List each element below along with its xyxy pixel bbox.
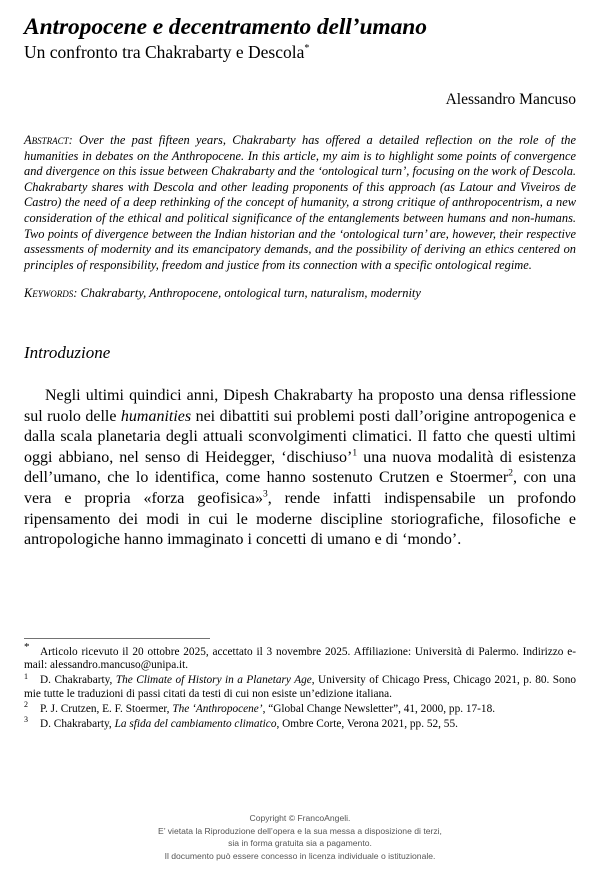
footnote-item: 2 P. J. Crutzen, E. F. Stoermer, The ‘Anthropocene’, “Global Change Newsletter”, 41, 2000, pp. 17-18.	[24, 699, 496, 715]
subtitle-footnote-marker: *	[304, 43, 310, 55]
footnote-text-part-1: P. J. Crutzen, E. F. Stoermer,	[40, 702, 173, 715]
footnote-separator-rule	[24, 638, 210, 639]
abstract-text: Over the past fifteen years, Chakrabarty has offered a detailed reflection on the role of the humanities in debates on the Anthropocene. In this article, my aim is to highlight some points of convergence and divergence on this issue between Chakrabarty and the ‘ontological turn’, focusing on the work of Descola. Chakrabarty shares with Descola and other leading proponents of this approach (as Latour and Viveiros de Castro) the need of a deep rethinking of the concept of humanity, a strong critique of anthropocentrism, a new consideration of the ethical and political significance of the entanglements between humans and non-humans. Two points of divergence between the Indian historian and the ‘ontological turn’ are, however, their respective assessments of modernity and its emancipatory demands, and the possibility of deriving an ethics centered on principles of responsibility, freedom and justice from its connection with a specific ontological regime.	[24, 133, 576, 272]
body-text-part-4: , con una vera e propria «forza geofisica»	[24, 469, 576, 507]
body-text-part-2: nei dibattiti sui problemi posti dall’origine antropogenica e dalla scala planetaria degli attuali sconvolgimenti climatici. Il fatto che questi ultimi oggi abbiano, nel senso di Heidegger, ‘dischiuso’	[24, 407, 576, 466]
article-content	[24, 14, 576, 551]
body-paragraph-1	[24, 386, 576, 551]
body-text-part-5: , rende infatti indispensabile un profondo ripensamento dei modi in cui le moderne discipline storiografiche, filosofiche e antropologiche hanno immaginato i concetti di umano e di ‘mondo’.	[24, 489, 577, 549]
footnotes-section	[24, 641, 576, 732]
keywords-label: Keywords:	[24, 286, 78, 301]
subtitle-text: Un confronto tra Chakrabarty e Descola	[24, 42, 305, 62]
footnote-item: 3 D. Chakrabarty, La sfida del cambiamento climatico, Ombre Corte, Verona 2021, pp. 52, 55.	[24, 714, 458, 730]
footnote-text-part-2: , “Global Change Newsletter”, 41, 2000, pp. 17-18.	[262, 702, 496, 715]
body-text-part-3: una nuova modalità di esistenza dell’umano, che lo identifica, come hanno sostenuto Crutzen e Stoermer	[24, 448, 577, 487]
footer-line-3: sia in forma gratuita sia a pagamento.	[228, 838, 372, 849]
footnote-item: 1 D. Chakrabarty, The Climate of History in a Planetary Age, University of Chicago Press, Chicago 2021, p. 80. Sono mie tutte le traduzioni di passi citati da testi di cui non esiste un’edizione italiana.	[24, 671, 576, 700]
footer-line-4: Il documento può essere concesso in licenza individuale o istituzionale.	[164, 850, 436, 861]
footnote-text-part-1: D. Chakrabarty,	[40, 674, 116, 687]
footnote-text-part-1: Articolo ricevuto il 20 ottobre 2025, accettato il 3 novembre 2025. Affiliazione: Università di Palermo. Indirizzo e-mail: alessandro.mancuso@unipa.it.	[24, 646, 576, 672]
section-heading-introduzione: Introduzione	[24, 342, 111, 362]
footnote-italic-title: The ‘Anthropocene’	[172, 702, 263, 715]
keywords-text: Chakrabarty, Anthropocene, ontological turn, naturalism, modernity	[77, 286, 421, 301]
footer-line-2: E’ vietata la Riproduzione dell’opera e la sua messa a disposizione di terzi,	[158, 825, 442, 836]
footnote-ref-1[interactable]: 1	[352, 448, 358, 459]
copyright-footer	[0, 812, 600, 862]
page-subtitle	[24, 42, 576, 63]
footnote-italic-title: La sfida del cambiamento climatico	[114, 717, 277, 730]
page-title: Antropocene e decentramento dell’umano	[24, 14, 427, 40]
footnote-item: * Articolo ricevuto il 20 ottobre 2025, accettato il 3 novembre 2025. Affiliazione: Università di Palermo. Indirizzo e-mail: alessandro.mancuso@unipa.it.	[24, 641, 576, 672]
body-italic-humanities: humanities	[120, 407, 192, 425]
author-name: Alessandro Mancuso	[445, 91, 576, 108]
keywords-paragraph	[24, 286, 576, 302]
footnote-ref-3[interactable]: 3	[262, 489, 268, 500]
footnote-text-part-2: , Ombre Corte, Verona 2021, pp. 52, 55.	[276, 717, 458, 730]
footer-line-1: Copyright © FrancoAngeli.	[249, 813, 351, 823]
abstract-label: Abstract:	[24, 133, 73, 147]
body-text-part-1: Negli ultimi quindici anni, Dipesh Chakrabarty ha proposto una densa riflessione sul ruolo delle	[24, 386, 576, 425]
footnote-ref-2[interactable]: 2	[508, 468, 513, 479]
abstract-paragraph	[24, 133, 576, 273]
footnote-italic-title: The Climate of History in a Planetary Age	[115, 674, 312, 687]
footnote-text-part-2: , University of Chicago Press, Chicago 2021, p. 80. Sono mie tutte le traduzioni di passi citati da testi di cui non esiste un’edizione italiana.	[24, 674, 576, 700]
footnote-text-part-1: D. Chakrabarty,	[40, 717, 115, 730]
